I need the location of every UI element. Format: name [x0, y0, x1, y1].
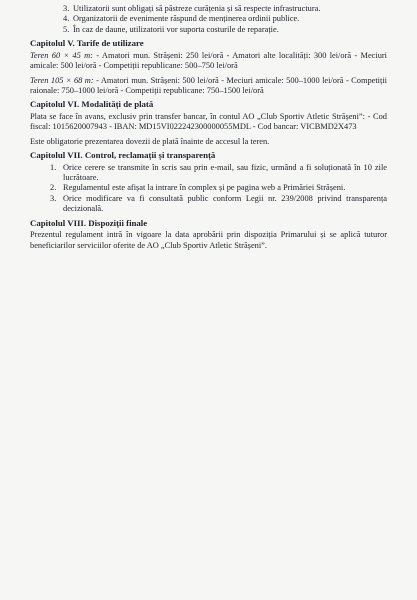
payment-proof-paragraph: Este obligatorie prezentarea dovezii de plată înainte de accesul la teren.	[30, 136, 270, 146]
chapter-6-heading: Capitolul VI. Modalități de plată	[30, 99, 154, 110]
list-item: 3. Utilizatorii sunt obligați să păstreze curățenia și să respecte infrastructura.	[63, 4, 321, 13]
tariff-paragraph-large-field: Teren 105 × 68 m: - Amatori mun. Strășeni: 500 lei/oră - Meciuri amicale: 500–1000 lei/oră - Competiții raionale: 750–1000 lei/oră - Competiții republicane: 750–1500 lei/oră	[30, 75, 387, 95]
chapter-8-heading: Capitolul VIII. Dispoziții finale	[30, 217, 148, 228]
control-list	[30, 163, 387, 215]
obligations-list	[30, 4, 387, 35]
list-item: 2. Regulamentul este afișat la intrare în complex și pe pagina web a Primăriei Strășeni.	[50, 183, 346, 193]
chapter-7-heading: Capitolul VII. Control, reclamații și transparență	[30, 150, 216, 161]
list-item: 1. Orice cerere se transmite în scris sau prin e-mail, sau fizic, urmând a fi soluționată în 10 zile lucrătoare.	[50, 162, 387, 182]
field-size-label: Teren 60 × 45 m:	[30, 50, 93, 60]
list-item: 5. În caz de daune, utilizatorii vor suporta costurile de reparație.	[63, 24, 279, 34]
tariff-paragraph-small-field: Teren 60 × 45 m: - Amatori mun. Strășeni: 250 lei/oră - Amatori alte localități: 300 lei/oră - Meciuri amicale: 500 lei/oră - Competiții republicane: 500–750 lei/oră	[30, 50, 388, 71]
chapter-5-heading: Capitolul V. Tarife de utilizare	[30, 38, 144, 49]
list-item: 3. Orice modificare va fi consultată public conform Legii nr. 239/2008 privind transparența decizională.	[50, 193, 387, 214]
field-size-label: Teren 105 × 68 m:	[30, 75, 94, 85]
list-item: 4. Organizatorii de evenimente răspund de menținerea ordinii publice.	[63, 14, 300, 24]
payment-paragraph: Plata se face în avans, exclusiv prin transfer bancar, în contul AO „Club Sportiv Atletic Strășeni”: - Cod fiscal: 1015620007943 - IBAN: MD15VI022242300000055MDL - Cod bancar: VICBMD2X473	[30, 111, 387, 132]
final-provisions-paragraph: Prezentul regulament intră în vigoare la data aprobării prin dispoziția Primarului și se aplică tuturor beneficiarilor serviciilor oferite de AO „Club Sportiv Atletic Strășeni”.	[30, 230, 387, 250]
